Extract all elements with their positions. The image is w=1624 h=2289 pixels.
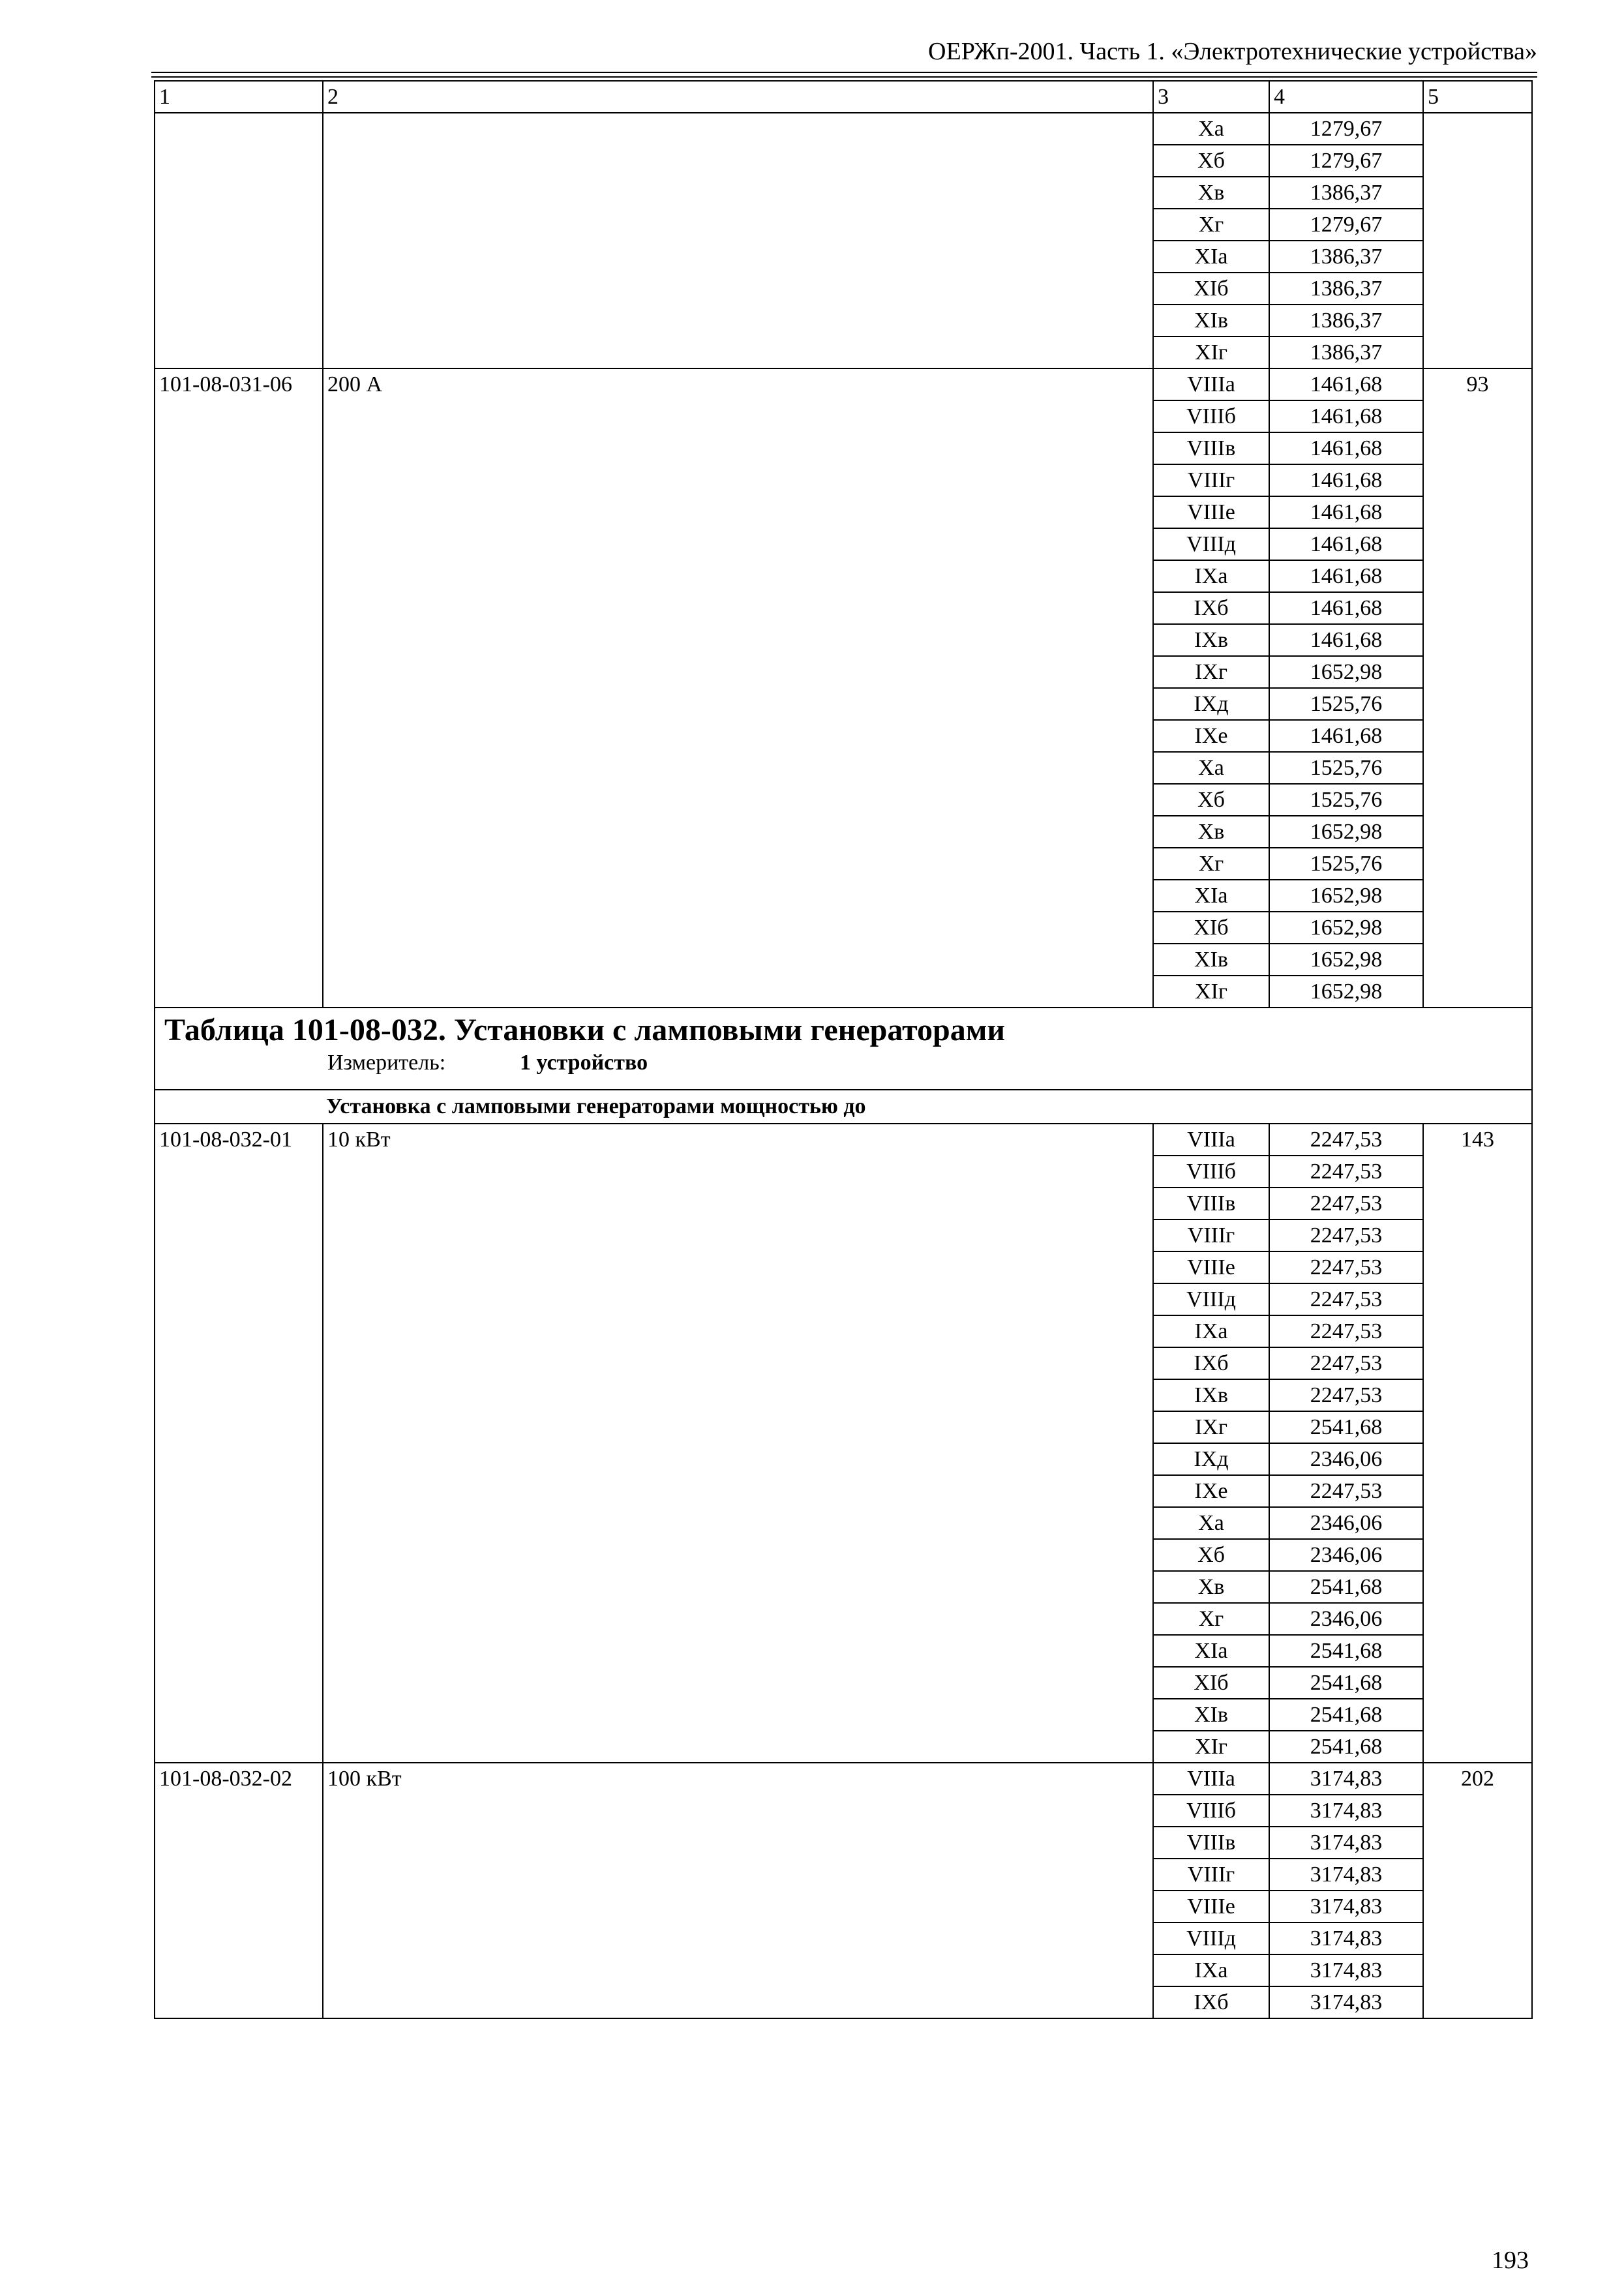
value5-cell-empty	[1423, 113, 1532, 368]
table-row	[155, 1763, 1532, 1795]
column-number-3: 3	[1153, 81, 1269, 113]
price-cell: 2541,68	[1269, 1667, 1423, 1699]
zone-cell: Xг	[1153, 848, 1269, 880]
rates-table	[154, 80, 1533, 2019]
table-subheading: Установка с ламповыми генераторами мощностью до	[155, 1090, 1532, 1124]
price-cell: 3174,83	[1269, 1891, 1423, 1922]
zone-cell: VIIIд	[1153, 528, 1269, 560]
price-cell: 1386,37	[1269, 305, 1423, 337]
zone-cell: Xг	[1153, 1603, 1269, 1635]
column-number-2: 2	[323, 81, 1153, 113]
item-name: 200 А	[323, 368, 1153, 1008]
zone-cell: VIIIг	[1153, 1859, 1269, 1891]
table-row	[155, 368, 1532, 400]
zone-cell: Xб	[1153, 1539, 1269, 1571]
price-cell: 1386,37	[1269, 337, 1423, 368]
price-cell: 3174,83	[1269, 1986, 1423, 2018]
price-cell: 1461,68	[1269, 496, 1423, 528]
zone-cell: IXг	[1153, 656, 1269, 688]
zone-cell: XIг	[1153, 976, 1269, 1008]
zone-cell: XIб	[1153, 1667, 1269, 1699]
item-code: 101-08-031-06	[155, 368, 323, 1008]
item-value5: 202	[1423, 1763, 1532, 2018]
price-cell: 2346,06	[1269, 1507, 1423, 1539]
zone-cell: VIIIб	[1153, 400, 1269, 432]
zone-cell: VIIIд	[1153, 1283, 1269, 1315]
item-code: 101-08-032-01	[155, 1124, 323, 1763]
measure-value: 1 устройство	[520, 1051, 648, 1075]
item-name: 100 кВт	[323, 1763, 1153, 2018]
price-cell: 1279,67	[1269, 209, 1423, 241]
price-cell: 2346,06	[1269, 1539, 1423, 1571]
zone-cell: IXб	[1153, 1986, 1269, 2018]
zone-cell: XIб	[1153, 912, 1269, 944]
zone-cell: VIIIв	[1153, 432, 1269, 464]
item-name: 10 кВт	[323, 1124, 1153, 1763]
price-cell: 1652,98	[1269, 944, 1423, 976]
price-cell: 2247,53	[1269, 1124, 1423, 1156]
zone-cell: Xб	[1153, 145, 1269, 177]
zone-cell: XIв	[1153, 944, 1269, 976]
zone-cell: IXв	[1153, 624, 1269, 656]
zone-cell: IXд	[1153, 688, 1269, 720]
price-cell: 1652,98	[1269, 912, 1423, 944]
zone-cell: XIб	[1153, 273, 1269, 305]
price-cell: 1386,37	[1269, 241, 1423, 273]
zone-cell: VIIIг	[1153, 1219, 1269, 1251]
price-cell: 3174,83	[1269, 1827, 1423, 1859]
zone-cell: VIIIб	[1153, 1795, 1269, 1827]
zone-cell: VIIIa	[1153, 1124, 1269, 1156]
zone-cell: VIIIe	[1153, 496, 1269, 528]
zone-cell: VIIIe	[1153, 1891, 1269, 1922]
price-cell: 1525,76	[1269, 752, 1423, 784]
zone-cell: IXд	[1153, 1443, 1269, 1475]
price-cell: 2247,53	[1269, 1379, 1423, 1411]
zone-cell: Xб	[1153, 784, 1269, 816]
zone-cell: Xв	[1153, 816, 1269, 848]
price-cell: 2247,53	[1269, 1347, 1423, 1379]
zone-cell: Xв	[1153, 177, 1269, 209]
price-cell: 1386,37	[1269, 273, 1423, 305]
zone-cell: XIa	[1153, 241, 1269, 273]
zone-cell: VIIIд	[1153, 1922, 1269, 1954]
price-cell: 2247,53	[1269, 1251, 1423, 1283]
price-cell: 2247,53	[1269, 1283, 1423, 1315]
column-number-4: 4	[1269, 81, 1423, 113]
price-cell: 1461,68	[1269, 400, 1423, 432]
zone-cell: IXa	[1153, 1954, 1269, 1986]
zone-cell: XIa	[1153, 880, 1269, 912]
zone-cell: VIIIб	[1153, 1156, 1269, 1188]
column-number-5: 5	[1423, 81, 1532, 113]
zone-cell: XIг	[1153, 1731, 1269, 1763]
price-cell: 1461,68	[1269, 528, 1423, 560]
item-value5: 143	[1423, 1124, 1532, 1763]
zone-cell: XIa	[1153, 1635, 1269, 1667]
table-heading	[155, 1008, 1532, 1090]
price-cell: 3174,83	[1269, 1859, 1423, 1891]
table-heading-row	[155, 1008, 1532, 1090]
zone-cell: Xa	[1153, 1507, 1269, 1539]
price-cell: 2247,53	[1269, 1156, 1423, 1188]
zone-cell: IXa	[1153, 1315, 1269, 1347]
price-cell: 1652,98	[1269, 816, 1423, 848]
zone-cell: Xг	[1153, 209, 1269, 241]
price-cell: 3174,83	[1269, 1954, 1423, 1986]
price-cell: 1279,67	[1269, 113, 1423, 145]
zone-cell: XIв	[1153, 305, 1269, 337]
header-rule-bottom	[151, 76, 1537, 78]
price-cell: 3174,83	[1269, 1922, 1423, 1954]
zone-cell: IXг	[1153, 1411, 1269, 1443]
zone-cell: IXe	[1153, 720, 1269, 752]
page-number: 193	[1492, 2247, 1529, 2274]
zone-cell: IXб	[1153, 592, 1269, 624]
zone-cell: IXб	[1153, 1347, 1269, 1379]
price-cell: 2541,68	[1269, 1411, 1423, 1443]
price-cell: 2541,68	[1269, 1571, 1423, 1603]
zone-cell: VIIIв	[1153, 1188, 1269, 1219]
zone-cell: IXв	[1153, 1379, 1269, 1411]
price-cell: 1461,68	[1269, 368, 1423, 400]
column-number-1: 1	[155, 81, 323, 113]
price-cell: 1652,98	[1269, 880, 1423, 912]
price-cell: 2247,53	[1269, 1188, 1423, 1219]
item-value5: 93	[1423, 368, 1532, 1008]
table-row	[155, 1124, 1532, 1156]
price-cell: 2541,68	[1269, 1699, 1423, 1731]
zone-cell: VIIIe	[1153, 1251, 1269, 1283]
price-cell: 1652,98	[1269, 656, 1423, 688]
price-cell: 1386,37	[1269, 177, 1423, 209]
measure-line	[164, 1049, 1522, 1077]
price-cell: 3174,83	[1269, 1795, 1423, 1827]
header-rule-top	[151, 72, 1537, 73]
price-cell: 1525,76	[1269, 688, 1423, 720]
column-number-row	[155, 81, 1532, 113]
measure-label: Измеритель:	[327, 1051, 446, 1075]
subheading-row	[155, 1090, 1532, 1124]
zone-cell: Xa	[1153, 752, 1269, 784]
price-cell: 3174,83	[1269, 1763, 1423, 1795]
zone-cell: Xa	[1153, 113, 1269, 145]
price-cell: 1652,98	[1269, 976, 1423, 1008]
zone-cell: VIIIa	[1153, 1763, 1269, 1795]
price-cell: 1461,68	[1269, 464, 1423, 496]
price-cell: 2541,68	[1269, 1731, 1423, 1763]
price-cell: 2346,06	[1269, 1603, 1423, 1635]
price-cell: 1279,67	[1269, 145, 1423, 177]
price-cell: 1461,68	[1269, 432, 1423, 464]
zone-cell: VIIIв	[1153, 1827, 1269, 1859]
price-cell: 1525,76	[1269, 848, 1423, 880]
zone-cell: VIIIa	[1153, 368, 1269, 400]
price-cell: 1461,68	[1269, 560, 1423, 592]
price-cell: 2247,53	[1269, 1475, 1423, 1507]
price-cell: 2247,53	[1269, 1315, 1423, 1347]
price-cell: 1525,76	[1269, 784, 1423, 816]
code-cell-empty	[155, 113, 323, 368]
price-cell: 2346,06	[1269, 1443, 1423, 1475]
running-header: ОЕРЖп-2001. Часть 1. «Электротехнические устройства»	[928, 38, 1537, 65]
price-cell: 1461,68	[1269, 592, 1423, 624]
zone-cell: XIв	[1153, 1699, 1269, 1731]
table-row	[155, 113, 1532, 145]
item-code: 101-08-032-02	[155, 1763, 323, 2018]
zone-cell: IXa	[1153, 560, 1269, 592]
price-cell: 2247,53	[1269, 1219, 1423, 1251]
zone-cell: Xв	[1153, 1571, 1269, 1603]
price-cell: 1461,68	[1269, 720, 1423, 752]
zone-cell: IXe	[1153, 1475, 1269, 1507]
price-cell: 2541,68	[1269, 1635, 1423, 1667]
price-cell: 1461,68	[1269, 624, 1423, 656]
table-title: Таблица 101-08-032. Установки с ламповыми генераторами	[164, 1013, 1006, 1047]
zone-cell: XIг	[1153, 337, 1269, 368]
name-cell-empty	[323, 113, 1153, 368]
zone-cell: VIIIг	[1153, 464, 1269, 496]
